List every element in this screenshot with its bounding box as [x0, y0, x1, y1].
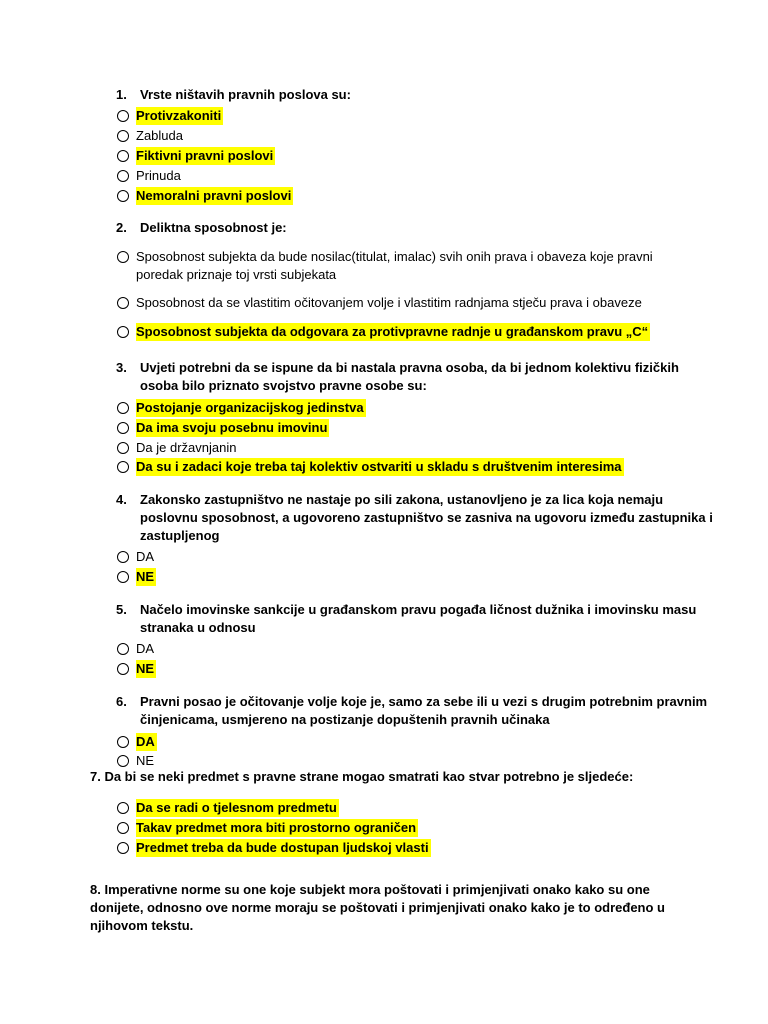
q3-option-4: Da su i zadaci koje treba taj kolektiv ostvariti u skladu s društvenim interesima — [136, 459, 622, 474]
question-4 — [116, 491, 663, 509]
q7-option-2: Takav predmet mora biti prostorno ograničen — [136, 820, 417, 835]
radio-q3-option-2[interactable] — [117, 422, 129, 434]
question-5-text-line-1: Načelo imovinske sankcije u građanskom pravu pogađa ličnost dužnika i imovinsku masu — [140, 602, 697, 617]
radio-q3-option-1[interactable] — [117, 402, 129, 414]
q7-option-3: Predmet treba da bude dostupan ljudskoj vlasti — [136, 840, 429, 855]
question-6-number: 6. — [116, 694, 127, 709]
radio-q4-ne[interactable] — [117, 571, 129, 583]
q1-option-3: Fiktivni pravni poslovi — [136, 148, 274, 163]
radio-q3-option-4[interactable] — [117, 461, 129, 473]
question-5-number: 5. — [116, 602, 127, 617]
radio-q1-option-3[interactable] — [117, 150, 129, 162]
q2-option-1-line-1: Sposobnost subjekta da bude nosilac(titulat, imalac) svih onih prava i obaveza koje pravni — [136, 249, 653, 264]
q6-option-da: DA — [136, 734, 155, 749]
radio-q1-option-5[interactable] — [117, 190, 129, 202]
radio-q1-option-1[interactable] — [117, 110, 129, 122]
q3-option-2: Da ima svoju posebnu imovinu — [136, 420, 328, 435]
q5-option-ne: NE — [136, 661, 155, 676]
q2-option-3: Sposobnost subjekta da odgovara za protivpravne radnje u građanskom pravu „C“ — [136, 324, 649, 339]
question-6 — [116, 693, 707, 711]
question-2 — [116, 219, 287, 237]
question-4-number: 4. — [116, 492, 127, 507]
question-3-text-line-2: osoba bilo priznato svojstvo pravne osobe su: — [140, 378, 427, 393]
radio-q1-option-2[interactable] — [117, 130, 129, 142]
question-7: 7. Da bi se neki predmet s pravne strane mogao smatrati kao stvar potrebno je sljedeće: — [90, 769, 634, 784]
q7-option-1: Da se radi o tjelesnom predmetu — [136, 800, 337, 815]
radio-q3-option-3[interactable] — [117, 442, 129, 454]
question-4-text-line-1: Zakonsko zastupništvo ne nastaje po sili zakona, ustanovljeno je za lica koja nemaju — [140, 492, 664, 507]
q1-option-2: Zabluda — [136, 128, 183, 143]
q3-option-1: Postojanje organizacijskog jedinstva — [136, 400, 364, 415]
question-8-line-1: 8. Imperativne norme su one koje subjekt mora poštovati i primjenjivati onako kako su one — [90, 882, 650, 897]
question-1-number: 1. — [116, 87, 127, 102]
q3-option-3: Da je državnjanin — [136, 440, 237, 455]
q2-option-1-line-2: poredak priznaje toj vrsti subjekata — [136, 267, 337, 282]
radio-q7-option-1[interactable] — [117, 802, 129, 814]
radio-q1-option-4[interactable] — [117, 170, 129, 182]
question-2-text: Deliktna sposobnost je: — [140, 220, 287, 235]
q6-option-ne: NE — [136, 753, 155, 768]
radio-q2-option-1[interactable] — [117, 251, 129, 263]
radio-q6-ne[interactable] — [117, 755, 129, 767]
radio-q5-ne[interactable] — [117, 663, 129, 675]
radio-q2-option-2[interactable] — [117, 297, 129, 309]
question-2-number: 2. — [116, 220, 127, 235]
q2-option-2: Sposobnost da se vlastitim očitovanjem volje i vlastitim radnjama stječu prava i obaveze — [136, 295, 642, 310]
radio-q7-option-3[interactable] — [117, 842, 129, 854]
radio-q7-option-2[interactable] — [117, 822, 129, 834]
question-5-text-line-2: stranaka u odnosu — [140, 620, 256, 635]
radio-q2-option-3[interactable] — [117, 326, 129, 338]
question-5 — [116, 601, 696, 619]
q1-option-5: Nemoralni pravni poslovi — [136, 188, 292, 203]
q1-option-1: Protivzakoniti — [136, 108, 222, 123]
question-3 — [116, 359, 679, 377]
question-8-line-2: donijete, odnosno ove norme moraju se poštovati i primjenjivati onako kako je to određeno u — [90, 900, 665, 915]
question-6-text-line-2: činjenicama, usmjereno na postizanje dopuštenih pravnih učinaka — [140, 712, 550, 727]
q4-option-da: DA — [136, 549, 155, 564]
radio-q4-da[interactable] — [117, 551, 129, 563]
question-1 — [116, 86, 351, 104]
q1-option-4: Prinuda — [136, 168, 181, 183]
question-3-number: 3. — [116, 360, 127, 375]
q4-option-ne: NE — [136, 569, 155, 584]
question-4-text-line-3: zastupljenog — [140, 528, 220, 543]
question-6-text-line-1: Pravni posao je očitovanje volje koje je, samo za sebe ili u vezi s drugim potrebnim pravnim — [140, 694, 708, 709]
question-3-text-line-1: Uvjeti potrebni da se ispune da bi nastala pravna osoba, da bi jednom kolektivu fizičkih — [140, 360, 679, 375]
q5-option-da: DA — [136, 641, 155, 656]
question-4-text-line-2: poslovnu sposobnost, a ugovoreno zastupništvo se zasniva na ugovoru između zastupnika i — [140, 510, 713, 525]
question-8-line-3: njihovom tekstu. — [90, 918, 194, 933]
radio-q6-da[interactable] — [117, 736, 129, 748]
question-1-text: Vrste ništavih pravnih poslova su: — [140, 87, 351, 102]
radio-q5-da[interactable] — [117, 643, 129, 655]
